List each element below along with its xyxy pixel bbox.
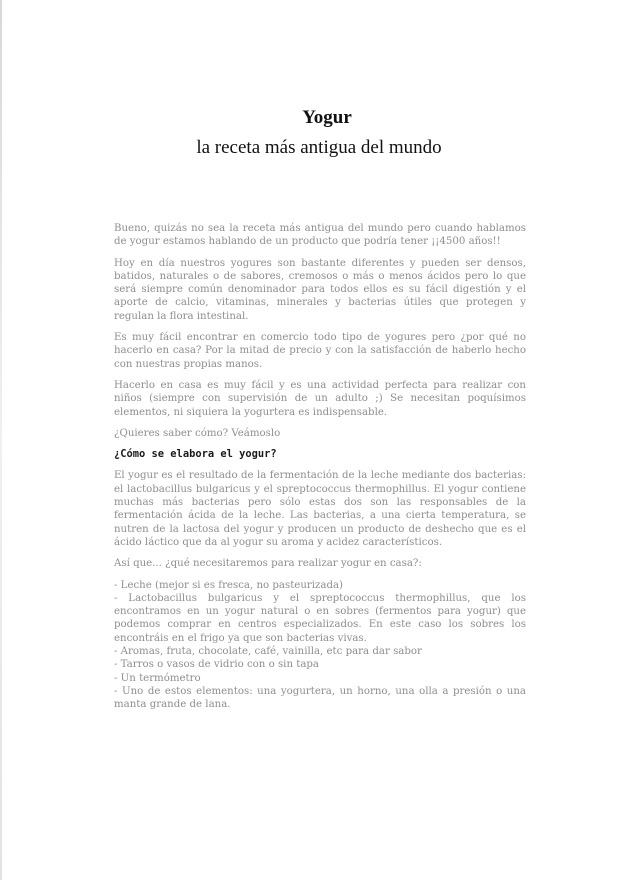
- list-item: - Lactobacillus bulgaricus y el spreptococcus thermophillus, que los encontramos en un yogur natural o en sobres (fermentos para yogur) que podemos comprar en centros especializados. En este caso los sobres los encontráis en el frigo ya que son bacterias vivas.: [114, 592, 526, 644]
- page-title: Yogur: [302, 107, 352, 128]
- list-item: - Uno de estos elementos: una yogurtera, un horno, una olla a presión o una manta grande de lana.: [114, 685, 526, 711]
- list-item: - Aromas, fruta, chocolate, café, vainilla, etc para dar sabor: [114, 646, 422, 658]
- paragraph-question: ¿Quieres saber cómo? Veámoslo: [114, 427, 281, 439]
- section-heading: ¿Cómo se elabora el yogur?: [114, 448, 277, 461]
- title-block: [0, 106, 638, 160]
- ingredients-list: [114, 579, 526, 712]
- paragraph-needs: Así que... ¿qué necesitaremos para realizar yogur en casa?:: [114, 558, 422, 570]
- paragraph-commerce: Es muy fácil encontrar en comercio todo tipo de yogures pero ¿por qué no hacerlo en casa? Por la mitad de precio y con la satisfacción de haberlo hecho con nuestras propias manos.: [114, 332, 526, 370]
- paragraph-intro: Bueno, quizás no sea la receta más antigua del mundo pero cuando hablamos de yogur estamos hablando de un producto que podría tener ¡¡4500 años!!: [114, 223, 526, 248]
- article-body: [114, 222, 526, 712]
- paragraph-explanation: El yogur es el resultado de la fermentación de la leche mediante dos bacterias: el lactobacillus bulgaricus y el spreptococcus thermophillus. El yogur contiene muchas más bacterias pero sólo estas dos son las responsables de la fermentación ácida de la leche. Las bacterias, a una cierta temperatura, se nutren de la lactosa del yogur y producen un producto de deshecho que es el ácido láctico que da al yogur su aroma y acidez característicos.: [114, 470, 526, 548]
- page-subtitle: la receta más antigua del mundo: [196, 137, 442, 158]
- list-item: - Tarros o vasos de vidrio con o sin tapa: [114, 659, 320, 671]
- list-item: - Un termómetro: [114, 672, 201, 684]
- paragraph-home: Hacerlo en casa es muy fácil y es una actividad perfecta para realizar con niños (siempre con supervisión de un adulto ;) Se necesitan poquísimos elementos, ni siquiera la yogurtera es indispensable.: [114, 379, 526, 418]
- list-item: - Leche (mejor si es fresca, no pasteurizada): [114, 579, 344, 591]
- paragraph-today: Hoy en día nuestros yogures son bastante diferentes y pueden ser densos, batidos, naturales o de sabores, cremosos o más o menos ácidos pero lo que será siempre común denominador para todos ellos es su fácil digestión y el aporte de calcio, vitaminas, minerales y bacterias útiles que protegen y regulan la flora intestinal.: [114, 257, 526, 322]
